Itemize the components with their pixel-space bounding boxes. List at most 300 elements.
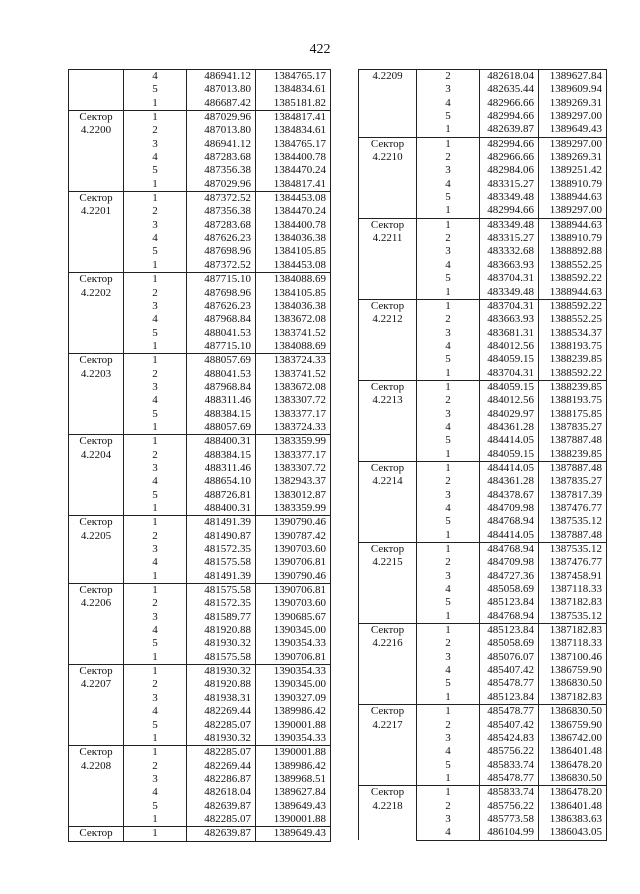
y-coordinate-cell: 1384453.08 (256, 259, 331, 273)
table-row (69, 746, 331, 760)
x-coordinate-cell: 482618.04 (187, 786, 256, 799)
sector-label: Сектор (370, 380, 405, 393)
point-number-cell: 4 (417, 178, 480, 191)
sector-code: 4.2215 (372, 556, 403, 569)
point-number-cell: 1 (417, 786, 480, 800)
y-coordinate-cell: 1388592.22 (539, 367, 607, 381)
point-number-cell: 2 (417, 394, 480, 407)
sector-code: 4.2205 (80, 529, 112, 542)
sector-code: 4.2208 (80, 759, 112, 772)
point-number-cell: 5 (124, 719, 187, 732)
y-coordinate-cell: 1384105.85 (256, 287, 331, 300)
sector-code: 4.2216 (372, 637, 403, 650)
point-number-cell: 1 (417, 691, 480, 705)
point-number-cell: 5 (417, 191, 480, 204)
point-number-cell: 1 (124, 111, 187, 125)
point-number-cell: 1 (417, 123, 480, 137)
x-coordinate-cell: 484059.15 (480, 380, 539, 394)
sector-label: Сектор (79, 435, 113, 448)
y-coordinate-cell: 1384834.61 (256, 124, 331, 137)
table-row (359, 461, 607, 475)
sector-code: 4.2212 (372, 313, 403, 326)
x-coordinate-cell: 487968.84 (187, 313, 256, 326)
point-number-cell: 2 (417, 232, 480, 245)
x-coordinate-cell: 488654.10 (187, 475, 256, 488)
x-coordinate-cell: 484059.15 (480, 448, 539, 462)
sector-cell (359, 705, 417, 786)
point-number-cell: 4 (417, 826, 480, 840)
y-coordinate-cell: 1386401.48 (539, 745, 607, 758)
y-coordinate-cell: 1387535.12 (539, 543, 607, 557)
table-row (69, 70, 331, 84)
sector-cell (69, 665, 124, 746)
point-number-cell: 1 (417, 610, 480, 624)
point-number-cell: 1 (124, 813, 187, 827)
sector-cell (359, 218, 417, 299)
x-coordinate-cell: 485123.84 (480, 596, 539, 609)
point-number-cell: 1 (124, 584, 187, 598)
x-coordinate-cell: 487626.23 (187, 300, 256, 313)
x-coordinate-cell: 487372.52 (187, 259, 256, 273)
x-coordinate-cell: 481575.58 (187, 651, 256, 665)
sector-label: Сектор (370, 624, 405, 637)
x-coordinate-cell: 485123.84 (480, 691, 539, 705)
y-coordinate-cell: 1383359.99 (256, 435, 331, 449)
y-coordinate-cell: 1390345.00 (256, 678, 331, 691)
sector-label: Сектор (79, 827, 113, 840)
y-coordinate-cell: 1390001.88 (256, 719, 331, 732)
point-number-cell: 5 (124, 408, 187, 421)
y-coordinate-cell: 1390354.33 (256, 665, 331, 679)
x-coordinate-cell: 485833.74 (480, 786, 539, 800)
sector-label: Сектор (79, 273, 113, 286)
y-coordinate-cell: 1388193.75 (539, 340, 607, 353)
point-number-cell: 2 (124, 449, 187, 462)
y-coordinate-cell: 1388944.63 (539, 286, 607, 300)
x-coordinate-cell: 484768.94 (480, 543, 539, 557)
y-coordinate-cell: 1382943.37 (256, 475, 331, 488)
x-coordinate-cell: 482966.66 (480, 151, 539, 164)
sector-code: 4.2217 (372, 718, 403, 731)
x-coordinate-cell: 488384.15 (187, 449, 256, 462)
y-coordinate-cell: 1384400.78 (256, 219, 331, 232)
x-coordinate-cell: 485478.77 (480, 677, 539, 690)
x-coordinate-cell: 487372.52 (187, 192, 256, 206)
table-row (69, 192, 331, 206)
x-coordinate-cell: 487029.96 (187, 178, 256, 192)
y-coordinate-cell: 1384470.24 (256, 205, 331, 218)
x-coordinate-cell: 486941.12 (187, 70, 256, 84)
sector-cell (69, 584, 124, 665)
x-coordinate-cell: 481575.58 (187, 556, 256, 569)
point-number-cell: 4 (124, 556, 187, 569)
point-number-cell: 3 (417, 408, 480, 421)
point-number-cell: 4 (124, 624, 187, 637)
x-coordinate-cell: 484414.05 (480, 434, 539, 447)
y-coordinate-cell: 1387100.46 (539, 651, 607, 664)
x-coordinate-cell: 487715.10 (187, 273, 256, 287)
point-number-cell: 1 (417, 543, 480, 557)
y-coordinate-cell: 1386742.00 (539, 732, 607, 745)
point-number-cell: 2 (417, 719, 480, 732)
x-coordinate-cell: 483332.68 (480, 245, 539, 258)
y-coordinate-cell: 1387182.83 (539, 691, 607, 705)
x-coordinate-cell: 481938.31 (187, 692, 256, 705)
y-coordinate-cell: 1383741.52 (256, 327, 331, 340)
sector-cell (69, 111, 124, 192)
sector-code: 4.2211 (372, 232, 403, 245)
y-coordinate-cell: 1387182.83 (539, 624, 607, 638)
x-coordinate-cell: 484414.05 (480, 529, 539, 543)
y-coordinate-cell: 1390345.00 (256, 624, 331, 637)
sector-code: 4.2213 (372, 394, 403, 407)
point-number-cell: 1 (417, 286, 480, 300)
point-number-cell: 4 (124, 475, 187, 488)
y-coordinate-cell: 1389649.43 (256, 800, 331, 813)
table-row (69, 354, 331, 368)
point-number-cell: 1 (124, 665, 187, 679)
point-number-cell: 4 (417, 583, 480, 596)
point-number-cell: 1 (124, 746, 187, 760)
x-coordinate-cell: 483315.27 (480, 178, 539, 191)
point-number-cell: 1 (417, 204, 480, 218)
y-coordinate-cell: 1384088.69 (256, 340, 331, 354)
x-coordinate-cell: 488400.31 (187, 502, 256, 516)
y-coordinate-cell: 1383741.52 (256, 368, 331, 381)
x-coordinate-cell: 481572.35 (187, 597, 256, 610)
sector-cell (69, 70, 124, 111)
point-number-cell: 2 (124, 124, 187, 137)
sector-label: Сектор (370, 543, 405, 556)
point-number-cell: 5 (124, 327, 187, 340)
point-number-cell: 3 (124, 543, 187, 556)
sector-cell (359, 380, 417, 461)
x-coordinate-cell: 481575.58 (187, 584, 256, 598)
point-number-cell: 2 (417, 800, 480, 813)
x-coordinate-cell: 484361.28 (480, 475, 539, 488)
x-coordinate-cell: 481491.39 (187, 516, 256, 530)
x-coordinate-cell: 483704.31 (480, 299, 539, 313)
x-coordinate-cell: 485773.58 (480, 813, 539, 826)
y-coordinate-cell: 1386383.63 (539, 813, 607, 826)
y-coordinate-cell: 1389627.84 (256, 786, 331, 799)
y-coordinate-cell: 1384765.17 (256, 138, 331, 151)
x-coordinate-cell: 483349.48 (480, 218, 539, 232)
point-number-cell: 3 (417, 164, 480, 177)
x-coordinate-cell: 482618.04 (480, 70, 539, 84)
y-coordinate-cell: 1390706.81 (256, 651, 331, 665)
sector-cell (69, 827, 124, 841)
y-coordinate-cell: 1388175.85 (539, 408, 607, 421)
x-coordinate-cell: 488726.81 (187, 489, 256, 502)
point-number-cell: 2 (124, 678, 187, 691)
x-coordinate-cell: 485756.22 (480, 800, 539, 813)
sector-code: 4.2214 (372, 475, 403, 488)
y-coordinate-cell: 1384470.24 (256, 164, 331, 177)
y-coordinate-cell: 1384105.85 (256, 245, 331, 258)
x-coordinate-cell: 481930.32 (187, 732, 256, 746)
point-number-cell: 1 (417, 772, 480, 786)
point-number-cell: 3 (124, 219, 187, 232)
point-number-cell: 2 (124, 530, 187, 543)
x-coordinate-cell: 488057.69 (187, 421, 256, 435)
y-coordinate-cell: 1390790.46 (256, 570, 331, 584)
x-coordinate-cell: 487698.96 (187, 287, 256, 300)
y-coordinate-cell: 1388239.85 (539, 380, 607, 394)
x-coordinate-cell: 481920.88 (187, 624, 256, 637)
x-coordinate-cell: 481589.77 (187, 611, 256, 624)
y-coordinate-cell: 1390685.67 (256, 611, 331, 624)
sector-code: 4.2207 (80, 678, 112, 691)
y-coordinate-cell: 1388892.88 (539, 245, 607, 258)
point-number-cell: 3 (124, 773, 187, 786)
point-number-cell: 4 (124, 786, 187, 799)
point-number-cell: 1 (124, 421, 187, 435)
x-coordinate-cell: 485058.69 (480, 583, 539, 596)
x-coordinate-cell: 482285.07 (187, 813, 256, 827)
y-coordinate-cell: 1387535.12 (539, 515, 607, 528)
y-coordinate-cell: 1386759.90 (539, 719, 607, 732)
y-coordinate-cell: 1390001.88 (256, 813, 331, 827)
y-coordinate-cell: 1387835.27 (539, 475, 607, 488)
sector-label: Сектор (79, 746, 113, 759)
point-number-cell: 2 (417, 70, 480, 84)
x-coordinate-cell: 482994.66 (480, 110, 539, 123)
sector-label: Сектор (79, 354, 113, 367)
point-number-cell: 2 (124, 760, 187, 773)
y-coordinate-cell: 1385181.82 (256, 97, 331, 111)
y-coordinate-cell: 1389986.42 (256, 760, 331, 773)
sector-label: Сектор (370, 299, 405, 312)
point-number-cell: 2 (124, 205, 187, 218)
x-coordinate-cell: 481572.35 (187, 543, 256, 556)
x-coordinate-cell: 486941.12 (187, 138, 256, 151)
y-coordinate-cell: 1387835.27 (539, 421, 607, 434)
y-coordinate-cell: 1387817.39 (539, 489, 607, 502)
y-coordinate-cell: 1384400.78 (256, 151, 331, 164)
y-coordinate-cell: 1390703.60 (256, 543, 331, 556)
point-number-cell: 1 (417, 137, 480, 151)
y-coordinate-cell: 1384036.38 (256, 300, 331, 313)
x-coordinate-cell: 482639.87 (480, 123, 539, 137)
point-number-cell: 1 (124, 273, 187, 287)
point-number-cell: 2 (417, 151, 480, 164)
point-number-cell: 3 (417, 813, 480, 826)
y-coordinate-cell: 1384834.61 (256, 83, 331, 96)
sector-cell (359, 299, 417, 380)
point-number-cell: 5 (124, 245, 187, 258)
point-number-cell: 4 (417, 97, 480, 110)
sector-code: 4.2202 (80, 286, 112, 299)
point-number-cell: 2 (124, 368, 187, 381)
point-number-cell: 3 (417, 570, 480, 583)
sector-cell (69, 192, 124, 273)
x-coordinate-cell: 485478.77 (480, 705, 539, 719)
x-coordinate-cell: 482994.66 (480, 137, 539, 151)
x-coordinate-cell: 484709.98 (480, 556, 539, 569)
point-number-cell: 1 (417, 299, 480, 313)
x-coordinate-cell: 482285.07 (187, 719, 256, 732)
point-number-cell: 2 (124, 597, 187, 610)
table-row (69, 665, 331, 679)
x-coordinate-cell: 487283.68 (187, 219, 256, 232)
y-coordinate-cell: 1389649.43 (539, 123, 607, 137)
x-coordinate-cell: 488384.15 (187, 408, 256, 421)
point-number-cell: 1 (124, 435, 187, 449)
y-coordinate-cell: 1387476.77 (539, 556, 607, 569)
coordinates-table-right (358, 69, 607, 841)
x-coordinate-cell: 482269.44 (187, 705, 256, 718)
x-coordinate-cell: 482635.44 (480, 83, 539, 96)
point-number-cell: 1 (124, 97, 187, 111)
x-coordinate-cell: 483681.31 (480, 327, 539, 340)
sector-cell (69, 273, 124, 354)
x-coordinate-cell: 488311.46 (187, 462, 256, 475)
x-coordinate-cell: 481930.32 (187, 637, 256, 650)
x-coordinate-cell: 482285.07 (187, 746, 256, 760)
x-coordinate-cell: 487013.80 (187, 83, 256, 96)
x-coordinate-cell: 485424.83 (480, 732, 539, 745)
sector-label: Сектор (370, 461, 405, 474)
point-number-cell: 2 (417, 313, 480, 326)
point-number-cell: 5 (124, 489, 187, 502)
y-coordinate-cell: 1386043.05 (539, 826, 607, 840)
point-number-cell: 1 (417, 705, 480, 719)
sector-code: 4.2203 (80, 367, 112, 380)
y-coordinate-cell: 1386830.50 (539, 772, 607, 786)
x-coordinate-cell: 484709.98 (480, 502, 539, 515)
x-coordinate-cell: 487283.68 (187, 151, 256, 164)
y-coordinate-cell: 1384817.41 (256, 178, 331, 192)
y-coordinate-cell: 1388552.25 (539, 259, 607, 272)
point-number-cell: 3 (124, 300, 187, 313)
point-number-cell: 1 (124, 570, 187, 584)
point-number-cell: 4 (124, 705, 187, 718)
y-coordinate-cell: 1390706.81 (256, 556, 331, 569)
point-number-cell: 5 (124, 637, 187, 650)
point-number-cell: 1 (124, 259, 187, 273)
x-coordinate-cell: 486104.99 (480, 826, 539, 840)
x-coordinate-cell: 482639.87 (187, 800, 256, 813)
point-number-cell: 1 (124, 827, 187, 841)
y-coordinate-cell: 1383672.08 (256, 313, 331, 326)
x-coordinate-cell: 482639.87 (187, 827, 256, 841)
y-coordinate-cell: 1387118.33 (539, 637, 607, 650)
point-number-cell: 2 (417, 637, 480, 650)
x-coordinate-cell: 484378.67 (480, 489, 539, 502)
sector-code: 4.2218 (372, 799, 403, 812)
sector-cell (359, 70, 417, 138)
y-coordinate-cell: 1386478.20 (539, 759, 607, 772)
sector-code: 4.2206 (80, 597, 112, 610)
y-coordinate-cell: 1388239.85 (539, 353, 607, 366)
point-number-cell: 4 (124, 394, 187, 407)
y-coordinate-cell: 1390354.33 (256, 637, 331, 650)
point-number-cell: 4 (417, 421, 480, 434)
x-coordinate-cell: 487013.80 (187, 124, 256, 137)
sector-label: Сектор (370, 218, 405, 231)
x-coordinate-cell: 484768.94 (480, 515, 539, 528)
page-number: 422 (309, 42, 331, 57)
y-coordinate-cell: 1387182.83 (539, 596, 607, 609)
point-number-cell: 5 (417, 677, 480, 690)
x-coordinate-cell: 484768.94 (480, 610, 539, 624)
y-coordinate-cell: 1388944.63 (539, 218, 607, 232)
x-coordinate-cell: 485123.84 (480, 624, 539, 638)
coordinates-table-left (68, 69, 331, 842)
point-number-cell: 1 (124, 340, 187, 354)
point-number-cell: 1 (417, 448, 480, 462)
y-coordinate-cell: 1387458.91 (539, 570, 607, 583)
point-number-cell: 1 (124, 732, 187, 746)
y-coordinate-cell: 1389627.84 (539, 70, 607, 84)
table-row (69, 273, 331, 287)
sector-label: Сектор (79, 665, 113, 678)
table-row (359, 70, 607, 84)
x-coordinate-cell: 487356.38 (187, 164, 256, 177)
table-row (69, 516, 331, 530)
x-coordinate-cell: 487715.10 (187, 340, 256, 354)
sector-cell (359, 624, 417, 705)
sector-cell (359, 786, 417, 840)
table-row (359, 137, 607, 151)
point-number-cell: 5 (417, 272, 480, 285)
point-number-cell: 5 (417, 515, 480, 528)
x-coordinate-cell: 484727.36 (480, 570, 539, 583)
y-coordinate-cell: 1389297.00 (539, 110, 607, 123)
x-coordinate-cell: 483349.48 (480, 286, 539, 300)
x-coordinate-cell: 484029.97 (480, 408, 539, 421)
point-number-cell: 1 (124, 178, 187, 192)
point-number-cell: 1 (417, 380, 480, 394)
point-number-cell: 3 (417, 651, 480, 664)
y-coordinate-cell: 1388592.22 (539, 299, 607, 313)
y-coordinate-cell: 1384453.08 (256, 192, 331, 206)
y-coordinate-cell: 1386830.50 (539, 705, 607, 719)
sector-code: 4.2210 (372, 151, 403, 164)
table-row (359, 786, 607, 800)
table-row (69, 584, 331, 598)
y-coordinate-cell: 1389986.42 (256, 705, 331, 718)
sector-label: Сектор (79, 584, 113, 597)
x-coordinate-cell: 483704.31 (480, 367, 539, 381)
sector-cell (359, 543, 417, 624)
point-number-cell: 4 (417, 745, 480, 758)
y-coordinate-cell: 1388239.85 (539, 448, 607, 462)
point-number-cell: 1 (417, 624, 480, 638)
x-coordinate-cell: 487698.96 (187, 245, 256, 258)
point-number-cell: 3 (124, 462, 187, 475)
y-coordinate-cell: 1389269.31 (539, 151, 607, 164)
point-number-cell: 5 (417, 759, 480, 772)
y-coordinate-cell: 1383307.72 (256, 394, 331, 407)
point-number-cell: 1 (417, 461, 480, 475)
sector-label: Сектор (370, 786, 405, 799)
x-coordinate-cell: 483704.31 (480, 272, 539, 285)
x-coordinate-cell: 487029.96 (187, 111, 256, 125)
x-coordinate-cell: 488311.46 (187, 394, 256, 407)
y-coordinate-cell: 1388534.37 (539, 327, 607, 340)
x-coordinate-cell: 482966.66 (480, 97, 539, 110)
point-number-cell: 4 (417, 502, 480, 515)
x-coordinate-cell: 481920.88 (187, 678, 256, 691)
sector-cell (69, 746, 124, 827)
y-coordinate-cell: 1383377.17 (256, 449, 331, 462)
point-number-cell: 1 (124, 502, 187, 516)
x-coordinate-cell: 484059.15 (480, 353, 539, 366)
sector-code: 4.2204 (80, 448, 112, 461)
y-coordinate-cell: 1388910.79 (539, 178, 607, 191)
